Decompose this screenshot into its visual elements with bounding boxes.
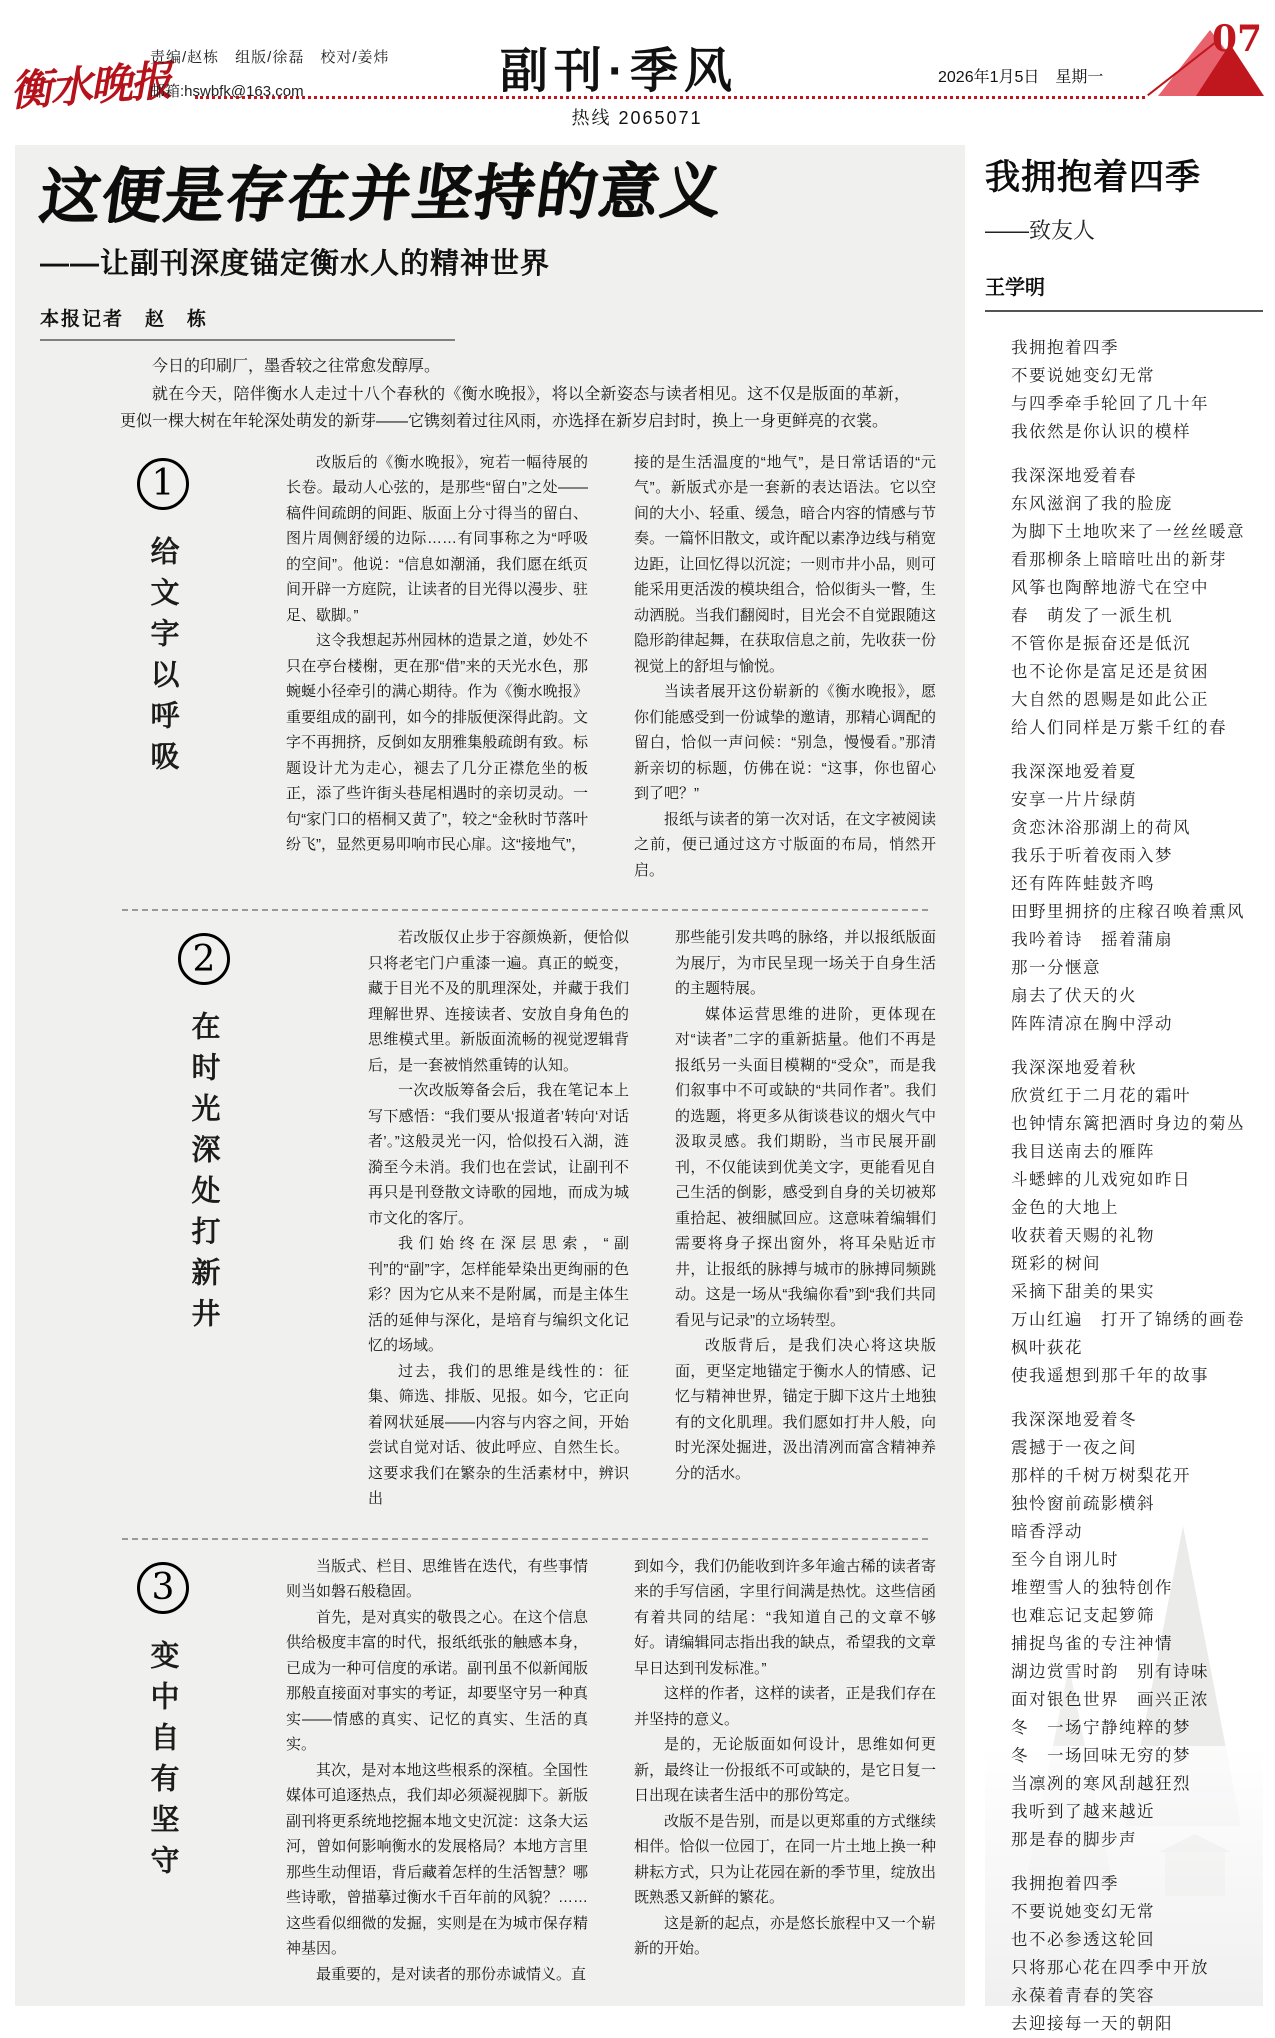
poem-line: 春 萌发了一派生机	[1011, 606, 1173, 625]
poem-body	[985, 334, 1263, 2038]
poem-line: 安享一片片绿荫	[1011, 790, 1137, 809]
poem-line: 只将那心花在四季中开放	[1011, 1958, 1209, 1977]
poem-line: 我听到了越来越近	[1011, 1802, 1155, 1821]
poem-line: 不要说她变幻无常	[1011, 366, 1155, 385]
poem-line: 捕捉鸟雀的专注神情	[1011, 1634, 1173, 1653]
body-paragraph: 当版式、栏目、思维皆在迭代，有些事情则当如磐石般稳固。	[286, 1557, 588, 1601]
poem-stanza	[1011, 1870, 1263, 2038]
poem-dedication: ——致友人	[985, 218, 1096, 243]
section-3-column-2	[634, 1554, 936, 1988]
poem-line: 为脚下土地吹来了一丝丝暖意	[1011, 522, 1245, 541]
poem-line: 给人们同样是万紫千红的春	[1011, 718, 1227, 737]
poem-line: 我深深地爱着秋	[1011, 1058, 1137, 1077]
poem-line: 扇去了伏天的火	[1011, 986, 1137, 1005]
poem-line: 那是春的脚步声	[1011, 1830, 1137, 1849]
article-section-2	[40, 925, 940, 1512]
article-subtitle: ——让副刊深度锚定衡水人的精神世界	[40, 248, 551, 280]
poem-line: 堆塑雪人的独特创作	[1011, 1578, 1173, 1597]
section-separator	[122, 909, 928, 911]
body-paragraph: 当读者展开这份崭新的《衡水晚报》，愿你们能感受到一份诚挚的邀请，那精心调配的留白，恰似一声问候：“别急，慢慢看。”那清新亲切的标题，仿佛在说：“这事，你也留心到了吧？”	[634, 683, 936, 803]
body-paragraph: 改版背后，是我们决心将这块版面，更坚定地锚定于衡水人的情感、记忆与精神世界，锚定于脚下这片土地独有的文化肌理。我们愿如打井人般，向时光深处掘进，汲出清冽而富含精神养分的活水。	[675, 1337, 936, 1482]
poem-line: 我依然是你认识的模样	[1011, 422, 1191, 441]
intro-paragraph: 就在今天，陪伴衡水人走过十八个春秋的《衡水晚报》，将以全新姿态与读者相见。这不仅是版面的革新，更似一棵大树在年轮深处萌发的新芽——它镌刻着过往风雨，亦选择在新岁启封时，换上一身更鲜亮的衣裳。	[120, 385, 910, 431]
page-number: 07	[1212, 18, 1263, 60]
poem-line: 金色的大地上	[1011, 1198, 1119, 1217]
section-2-column-2	[675, 925, 936, 1512]
section-2-vertical-title: 在时光深处打新井	[187, 1011, 220, 1340]
poem-line: 我拥抱着四季	[1011, 338, 1119, 357]
hotline-number: 热线 2065071	[571, 108, 703, 128]
poem-line: 不要说她变幻无常	[1011, 1902, 1155, 1921]
poem-line: 至今自诩儿时	[1011, 1550, 1119, 1569]
poem-line: 也钟情东篱把酒时身边的菊丛	[1011, 1114, 1245, 1133]
poem-line: 冬 一场回味无穷的梦	[1011, 1746, 1191, 1765]
poem-line: 与四季牵手轮回了几十年	[1011, 394, 1209, 413]
poem-line: 去迎接每一天的朝阳	[1011, 2014, 1173, 2033]
header-dotted-rule	[195, 96, 1145, 99]
body-paragraph: 是的，无论版面如何设计，思维如何更新，最终让一份报纸不可或缺的，是它日复一日出现在读者生活中的那份笃定。	[634, 1736, 936, 1805]
poem-line: 面对银色世界 画兴正浓	[1011, 1690, 1209, 1709]
poem-line: 枫叶荻花	[1011, 1338, 1083, 1357]
poem-line: 暗香浮动	[1011, 1522, 1083, 1541]
poem-line: 当凛冽的寒风刮越狂烈	[1011, 1774, 1191, 1793]
section-3-column-1	[286, 1554, 588, 1988]
poem-line: 收获着天赐的礼物	[1011, 1226, 1155, 1245]
poem-line: 使我遥想到那千年的故事	[1011, 1366, 1209, 1385]
poem-line: 贪恋沐浴那湖上的荷风	[1011, 818, 1191, 837]
contact-email: 邮箱:hswbfk@163.com	[150, 83, 304, 100]
poem-line: 那一分惬意	[1011, 958, 1101, 977]
section-1-vertical-title: 给文字以呼吸	[146, 535, 179, 782]
poem-line: 看那柳条上暗暗吐出的新芽	[1011, 550, 1227, 569]
poem-line: 万山红遍 打开了锦绣的画卷	[1011, 1310, 1245, 1329]
body-paragraph: 这是新的起点，亦是悠长旅程中又一个崭新的开始。	[634, 1914, 936, 1958]
poem-line: 大自然的恩赐是如此公正	[1011, 690, 1209, 709]
article-intro	[120, 353, 910, 436]
section-3-columns	[286, 1554, 940, 1988]
article-section-1	[40, 450, 940, 884]
poem-line: 阵阵清凉在胸中浮动	[1011, 1014, 1173, 1033]
poem-line: 湖边赏雪时韵 别有诗味	[1011, 1662, 1209, 1681]
body-paragraph: 其次，是对本地这些根系的深植。全国性媒体可追逐热点，我们却必须凝视脚下。新版副刊将更系统地挖掘本地文史沉淀：这条大运河，曾如何影响衡水的发展格局？本地方言里那些生动俚语，背后藏着怎样的生活智慧？哪些诗歌，曾描摹过衡水千百年前的风貌？……这些看似细微的发掘，实则是在为城市保存精神基因。	[286, 1761, 588, 1958]
section-1-column-1	[286, 450, 588, 884]
body-paragraph: 这令我想起苏州园林的造景之道，妙处不只在亭台楼榭，更在那“借”来的天光水色，那蜿蜒小径牵引的满心期待。作为《衡水晚报》重要组成的副刊，如今的排版便深得此韵。文字不再拥挤，反倒如友朋雅集般疏朗有致。标题设计尤为走心，褪去了几分正襟危坐的板正，添了些许街头巷尾相遇时的亲切灵动。一句“家门口的梧桐又黄了”，较之“金秋时节落叶纷飞”，显然更易叩响市民心扉。这“接地气”，	[286, 632, 588, 854]
poem-line: 我拥抱着四季	[1011, 1874, 1119, 1893]
byline-rule	[40, 339, 455, 341]
poem-line: 采摘下甜美的果实	[1011, 1282, 1155, 1301]
article-section-3	[40, 1554, 940, 1988]
poem-title: 我拥抱着四季	[985, 157, 1202, 198]
sidebar-poem	[985, 150, 1263, 2033]
body-paragraph: 最重要的，是对读者的那份赤诚情义。直	[316, 1965, 587, 1983]
poem-stanza	[1011, 758, 1263, 1038]
poem-stanza	[1011, 462, 1263, 742]
poem-line: 欣赏红于二月花的霜叶	[1011, 1086, 1191, 1105]
poem-line: 田野里拥挤的庄稼召唤着熏风	[1011, 902, 1245, 921]
body-paragraph: 我们始终在深层思索，“副刊”的“副”字，怎样能晕染出更绚丽的色彩？因为它从来不是附属，而是主体生活的延伸与深化，是培育与编织文化记忆的场域。	[368, 1235, 629, 1355]
poem-stanza	[1011, 1054, 1263, 1390]
section-3-number-badge: 3	[137, 1562, 189, 1614]
poem-line: 不管你是振奋还是低沉	[1011, 634, 1191, 653]
poem-line: 我目送南去的雁阵	[1011, 1142, 1155, 1161]
poem-line: 也不论你是富足还是贫困	[1011, 662, 1209, 681]
section-3-vertical-title: 变中自有坚守	[146, 1639, 179, 1886]
poem-line: 东风滋润了我的脸庞	[1011, 494, 1173, 513]
body-paragraph: 改版不是告别，而是以更郑重的方式继续相伴。恰似一位园丁，在同一片土地上换一种耕耘方式，只为让花园在新的季节里，绽放出既熟悉又新鲜的繁花。	[634, 1812, 936, 1907]
poem-line: 斗蟋蟀的儿戏宛如昨日	[1011, 1170, 1191, 1189]
section-2-number-badge: 2	[178, 933, 230, 985]
poem-author: 王学明	[985, 277, 1045, 299]
poem-line: 我深深地爱着夏	[1011, 762, 1137, 781]
article-byline: 本报记者 赵 栋	[40, 309, 209, 330]
body-paragraph: 一次改版筹备会后，我在笔记本上写下感悟：“我们要从‘报道者’转向‘对话者’。”这般灵光一闪，恰似投石入湖，涟漪至今未消。我们也在尝试，让副刊不再只是刊登散文诗歌的园地，而成为城市文化的客厅。	[368, 1082, 629, 1227]
body-paragraph: 到如今，我们仍能收到许多年逾古稀的读者寄来的手写信函，字里行间满是热忱。这些信函有着共同的结尾：“我知道自己的文章不够好。请编辑同志指出我的缺点，希望我的文章早日达到刊发标准。”	[634, 1557, 936, 1677]
poem-line: 冬 一场宁静纯粹的梦	[1011, 1718, 1191, 1737]
body-paragraph: 改版后的《衡水晚报》，宛若一幅待展的长卷。最动人心弦的，是那些“留白”之处——稿件间疏朗的间距、版面上分寸得当的留白、图片周侧舒缓的边际……有同事称之为“呼吸的空间”。他说：“信息如潮涌，我们愿在纸页间开辟一方庭院，让读者的目光得以漫步、驻足、歇脚。”	[286, 453, 588, 624]
issue-date: 2026年1月5日 星期一	[938, 69, 1104, 86]
poem-line: 斑彩的树间	[1011, 1254, 1101, 1273]
poem-line: 还有阵阵蛙鼓齐鸣	[1011, 874, 1155, 893]
poem-line: 我吟着诗 摇着蒲扇	[1011, 930, 1173, 949]
section-1-column-2	[634, 450, 936, 884]
section-2-column-1	[368, 925, 629, 1512]
article-title: 这便是存在并坚持的意义	[35, 156, 728, 232]
body-paragraph: 过去，我们的思维是线性的：征集、筛选、排版、见报。如今，它正向着网状延展——内容与内容之间，开始尝试自觉对话、彼此呼应、自然生长。这要求我们在繁杂的生活素材中，辨识出	[368, 1362, 629, 1508]
body-paragraph: 首先，是对真实的敬畏之心。在这个信息供给极度丰富的时代，报纸纸张的触感本身，已成为一种可信度的承诺。副刊虽不似新闻版那般直接面对事实的考证，却要坚守另一种真实——情感的真实、记忆的真实、生活的真实。	[286, 1608, 588, 1754]
section-1-number-badge: 1	[137, 458, 189, 510]
section-separator	[122, 1538, 928, 1540]
section-title: 副刊·季风	[500, 45, 738, 98]
body-paragraph: 接的是生活温度的“地气”，是日常话语的“元气”。新版式亦是一套新的表达语法。它以空间的大小、轻重、缓急，暗合内容的情感与节奏。一篇怀旧散文，或许配以素净边线与稍宽边距，让回忆得以沉淀；一则市井小品，则可能采用更活泼的模块组合，恰似街头一瞥，生动洒脱。当我们翻阅时，目光会不自觉跟随这隐形韵律起舞，在获取信息之前，先收获一份视觉上的舒坦与愉悦。	[634, 453, 936, 675]
body-paragraph: 媒体运营思维的进阶，更体现在对“读者”二字的重新掂量。他们不再是报纸另一头面目模糊的“受众”，而是我们叙事中不可或缺的“共同作者”。我们的选题，将更多从街谈巷议的烟火气中汲取灵感。我们期盼，当市民展开副刊，不仅能读到优美文字，更能看见自己生活的倒影，感受到自身的关切被郑重拾起、被细腻回应。这意味着编辑们需要将身子探出窗外，将耳朵贴近市井，让报纸的脉搏与城市的脉搏同频跳动。这是一场从“我编你看”到“我们共同看见与记录”的立场转型。	[675, 1005, 936, 1329]
section-2-rail	[40, 925, 368, 1512]
section-3-rail	[40, 1554, 286, 1988]
section-2-columns	[368, 925, 940, 1512]
poem-line: 我深深地爱着春	[1011, 466, 1137, 485]
poem-line: 我乐于听着夜雨入梦	[1011, 846, 1173, 865]
poem-line: 也不必参透这轮回	[1011, 1930, 1155, 1949]
intro-paragraph: 今日的印刷厂，墨香较之往常愈发醇厚。	[152, 358, 441, 375]
newspaper-masthead-logo: 衡水晚报	[8, 55, 172, 116]
section-1-columns	[286, 450, 940, 884]
poem-stanza	[1011, 1406, 1263, 1854]
body-paragraph: 那些能引发共鸣的脉络，并以报纸版面为展厅，为市民呈现一场关于自身生活的主题特展。	[675, 929, 936, 998]
poem-stanza	[1011, 334, 1263, 446]
body-paragraph: 若改版仅止步于容颜焕新，便恰似只将老宅门户重漆一遍。真正的蜕变，藏于目光不及的肌理深处，并藏于我们理解世界、连接读者、安放自身角色的思维模式里。新版面流畅的视觉逻辑背后，是一套被悄然重铸的认知。	[368, 929, 629, 1074]
poem-line: 也难忘记支起箩筛	[1011, 1606, 1155, 1625]
editor-credits: 责编/赵栋 组版/徐磊 校对/姜炜	[150, 49, 390, 66]
main-article	[15, 145, 965, 2006]
poem-line: 永葆着青春的笑容	[1011, 1986, 1155, 2005]
section-1-rail	[40, 450, 286, 884]
poem-line: 我深深地爱着冬	[1011, 1410, 1137, 1429]
poem-author-rule	[985, 310, 1263, 312]
poem-line: 震撼于一夜之间	[1011, 1438, 1137, 1457]
poem-line: 那样的千树万树梨花开	[1011, 1466, 1191, 1485]
body-paragraph: 报纸与读者的第一次对话，在文字被阅读之前，便已通过这方寸版面的布局，悄然开启。	[634, 810, 936, 879]
poem-line: 风筝也陶醉地游弋在空中	[1011, 578, 1209, 597]
body-paragraph: 这样的作者，这样的读者，正是我们存在并坚持的意义。	[634, 1685, 936, 1728]
poem-line: 独怜窗前疏影横斜	[1011, 1494, 1155, 1513]
